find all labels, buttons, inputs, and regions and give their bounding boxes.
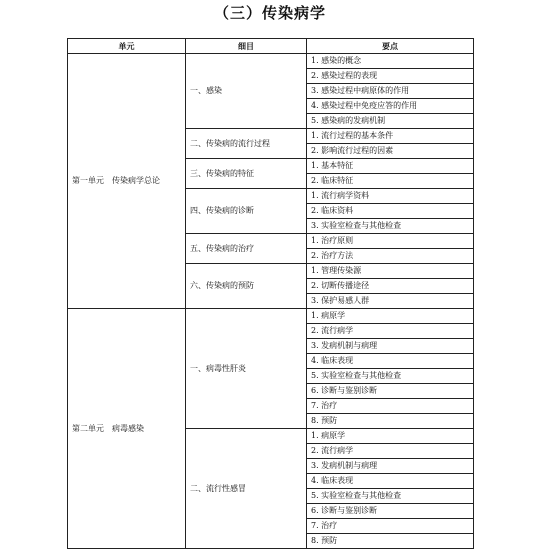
unit-cell: 第二单元 病毒感染 — [68, 309, 186, 549]
point-cell: 2. 流行病学 — [307, 324, 474, 339]
item-cell: 二、流行性感冒 — [186, 429, 307, 549]
point-cell: 1. 感染的概念 — [307, 54, 474, 69]
item-cell: 一、病毒性肝炎 — [186, 309, 307, 429]
point-cell: 5. 感染病的发病机制 — [307, 114, 474, 129]
header-point: 要点 — [307, 39, 474, 54]
point-cell: 4. 临床表现 — [307, 354, 474, 369]
table-body — [68, 54, 474, 549]
table-row — [68, 309, 474, 324]
point-cell: 2. 切断传播途径 — [307, 279, 474, 294]
item-cell: 四、传染病的诊断 — [186, 189, 307, 234]
point-cell: 2. 影响流行过程的因素 — [307, 144, 474, 159]
point-cell: 6. 诊断与鉴别诊断 — [307, 384, 474, 399]
point-cell: 2. 治疗方法 — [307, 249, 474, 264]
point-cell: 2. 感染过程的表现 — [307, 69, 474, 84]
point-cell: 5. 实验室检查与其他检查 — [307, 489, 474, 504]
point-cell: 7. 治疗 — [307, 519, 474, 534]
point-cell: 1. 病原学 — [307, 309, 474, 324]
header-unit: 单元 — [68, 39, 186, 54]
item-cell: 二、传染病的流行过程 — [186, 129, 307, 159]
point-cell: 7. 治疗 — [307, 399, 474, 414]
point-cell: 1. 基本特征 — [307, 159, 474, 174]
syllabus-table — [67, 38, 474, 549]
point-cell: 4. 感染过程中免疫应答的作用 — [307, 99, 474, 114]
point-cell: 3. 发病机制与病理 — [307, 459, 474, 474]
item-cell: 六、传染病的预防 — [186, 264, 307, 309]
item-cell: 一、感染 — [186, 54, 307, 129]
point-cell: 3. 实验室检查与其他检查 — [307, 219, 474, 234]
point-cell: 8. 预防 — [307, 414, 474, 429]
header-item: 细目 — [186, 39, 307, 54]
table-row — [68, 54, 474, 69]
item-cell: 三、传染病的特征 — [186, 159, 307, 189]
point-cell: 1. 流行病学资料 — [307, 189, 474, 204]
point-cell: 2. 临床特征 — [307, 174, 474, 189]
point-cell: 1. 治疗原则 — [307, 234, 474, 249]
point-cell: 3. 感染过程中病原体的作用 — [307, 84, 474, 99]
point-cell: 4. 临床表现 — [307, 474, 474, 489]
point-cell: 1. 流行过程的基本条件 — [307, 129, 474, 144]
point-cell: 1. 病原学 — [307, 429, 474, 444]
point-cell: 5. 实验室检查与其他检查 — [307, 369, 474, 384]
item-cell: 五、传染病的治疗 — [186, 234, 307, 264]
point-cell: 2. 临床资料 — [307, 204, 474, 219]
point-cell: 3. 发病机制与病理 — [307, 339, 474, 354]
point-cell: 2. 流行病学 — [307, 444, 474, 459]
point-cell: 3. 保护易感人群 — [307, 294, 474, 309]
page-title: （三）传染病学 — [213, 4, 326, 22]
unit-cell: 第一单元 传染病学总论 — [68, 54, 186, 309]
point-cell: 1. 管理传染源 — [307, 264, 474, 279]
point-cell: 6. 诊断与鉴别诊断 — [307, 504, 474, 519]
table-header-row — [68, 39, 474, 54]
point-cell: 8. 预防 — [307, 534, 474, 549]
